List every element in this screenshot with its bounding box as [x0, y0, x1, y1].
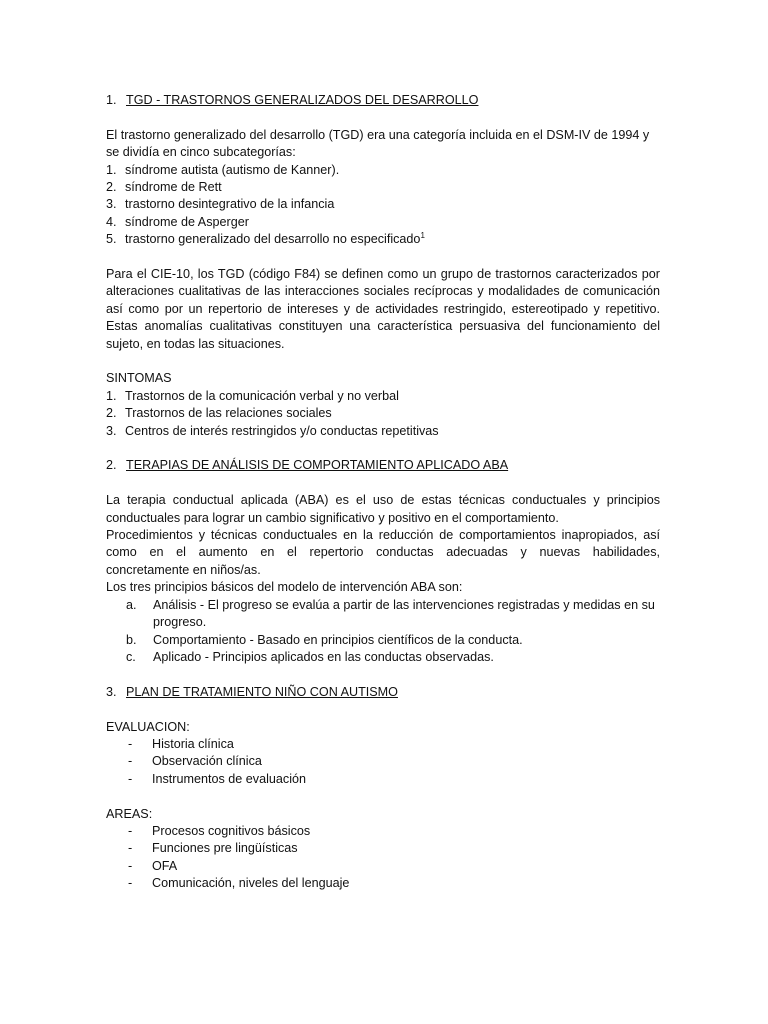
symptoms-list	[106, 388, 660, 440]
list-item: 3. trastorno desintegrativo de la infancia	[106, 197, 335, 212]
cie10-paragraph: Para el CIE-10, los TGD (código F84) se definen como un grupo de trastornos caracterizados por alteraciones cualitativas de las interacciones sociales recíprocas y modalidades de comunicación así como por un repertorio de intereses y de actividades restringido, estereotipado y repetitivo. Estas anomalías cualitativas constituyen una característica persuasiva del funcionamiento del sujeto, en todas las situaciones.	[106, 267, 660, 351]
list-item: 5. trastorno generalizado del desarrollo no especificado$^1$	[106, 231, 425, 247]
principles-intro: Los tres principios básicos del modelo de intervención ABA son:	[106, 580, 463, 595]
list-item: 3. Centros de interés restringidos y/o conductas repetitivas	[106, 423, 439, 438]
evaluation-label: EVALUACION:	[106, 719, 190, 734]
section-3-heading	[106, 684, 660, 701]
section-title: TERAPIAS DE ANÁLISIS DE COMPORTAMIENTO APLICADO ABA	[126, 458, 509, 473]
symptoms-label: SINTOMAS	[106, 371, 172, 386]
section-number: 1.	[106, 93, 117, 107]
aba-procedures-line: como en el aumento en el repertorio conductas adecuadas y nuevas habilidades,	[106, 545, 660, 560]
section-title: PLAN DE TRATAMIENTO NIÑO CON AUTISMO	[126, 684, 398, 699]
list-item: b. Comportamiento - Basado en principios científicos de la conducta.	[126, 632, 523, 647]
principles-list	[106, 597, 660, 667]
section-title: TGD - TRASTORNOS GENERALIZADOS DEL DESARROLLO	[126, 93, 479, 107]
list-item: - Historia clínica	[128, 736, 234, 751]
list-item: - Procesos cognitivos básicos	[128, 823, 311, 838]
list-item: 2. Trastornos de las relaciones sociales	[106, 406, 332, 421]
section-2-heading	[106, 457, 660, 474]
document-page	[106, 92, 660, 893]
list-item: 4. síndrome de Asperger	[106, 214, 249, 229]
aba-procedures-line: Procedimientos y técnicas conductuales en la reducción de comportamientos inapropiados, así	[106, 528, 660, 543]
aba-paragraph: La terapia conductual aplicada (ABA) es el uso de estas técnicas conductuales y principios conductuales para lograr un cambio significativo y positivo en el comportamiento.	[106, 493, 660, 525]
list-item: - OFA	[128, 858, 178, 873]
list-item: c. Aplicado - Principios aplicados en las conductas observadas.	[126, 649, 494, 664]
list-item: 1. Trastornos de la comunicación verbal y no verbal	[106, 388, 399, 403]
evaluation-list	[106, 736, 660, 788]
section-1-heading	[106, 92, 660, 109]
footnote-marker: 1	[420, 231, 425, 241]
list-item: 1. síndrome autista (autismo de Kanner).	[106, 162, 340, 177]
section-number: 3.	[106, 684, 117, 699]
list-item: - Observación clínica	[128, 754, 262, 769]
list-item: 2. síndrome de Rett	[106, 180, 222, 195]
section-number: 2.	[106, 458, 117, 473]
list-item: - Funciones pre lingüísticas	[128, 841, 298, 856]
list-item: - Instrumentos de evaluación	[128, 771, 307, 786]
areas-list	[106, 823, 660, 893]
areas-label: AREAS:	[106, 806, 153, 821]
list-item: a. Análisis - El progreso se evalúa a partir de las intervenciones registradas y medidas en su progreso.	[126, 597, 655, 630]
intro-paragraph: El trastorno generalizado del desarrollo (TGD) era una categoría incluida en el DSM-IV de 1994 y se dividía en cinco subcategorías:	[106, 127, 650, 160]
list-item: - Comunicación, niveles del lenguaje	[128, 876, 350, 891]
aba-procedures-line: concretamente en niños/as.	[106, 562, 261, 577]
subcategory-list	[106, 162, 660, 249]
